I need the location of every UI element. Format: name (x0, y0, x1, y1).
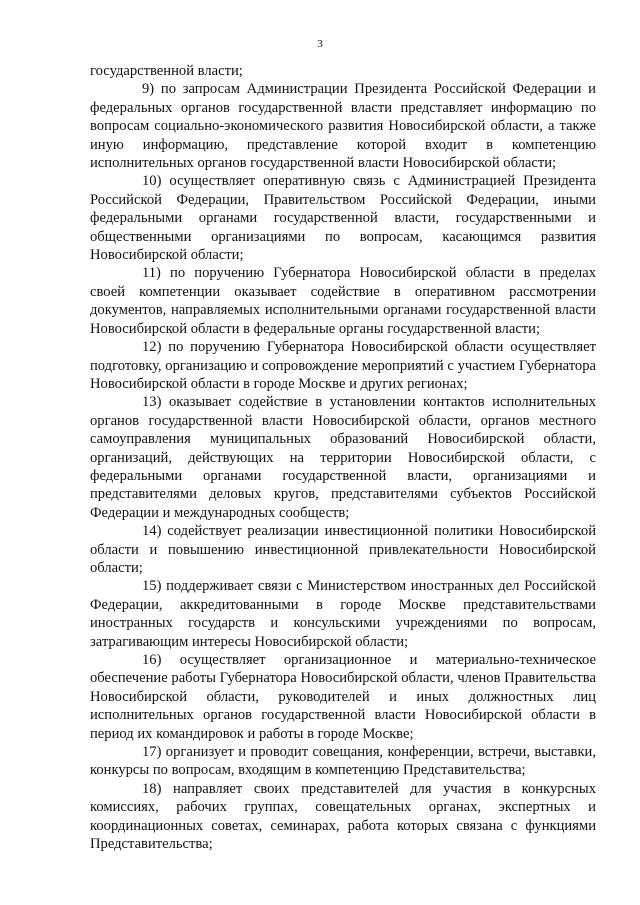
list-item-14: 14) содействует реализации инвестиционной политики Новосибирской области и повышению инвестиционной привлекательности Новосибирской области; (90, 523, 596, 576)
list-item-9: 9) по запросам Администрации Президента Российской Федерации и федеральных органов государственной власти представляет информацию по вопросам социально-экономического развития Новосибирской области, а также иную информацию, представление которой входит в компетенцию исполнительных органов государственной власти Новосибирской области; (90, 81, 596, 172)
paragraph-continuation: государственной власти; (90, 63, 243, 79)
list-item-11: 11) по поручению Губернатора Новосибирской области в пределах своей компетенции оказывает содействие в оперативном рассмотрении документов, направляемых исполнительными органами государственной власти Новосибирской области в федеральные органы государственной власти; (90, 265, 596, 337)
list-item-18: 18) направляет своих представителей для участия в конкурсных комиссиях, рабочих группах, совещательных органах, экспертных и координационных советах, семинарах, работа которых связана с функциями Представительства; (90, 780, 596, 853)
list-item-16: 16) осуществляет организационное и материально-техническое обеспечение работы Губернатора Новосибирской области, членов Правительства Новосибирской области, руководителей и иных должностных лиц исполнительных органов государственной власти Новосибирской области в период их командировок и работы в городе Москве; (90, 652, 596, 742)
list-item-17: 17) организует и проводит совещания, конференции, встречи, выставки, конкурсы по вопросам, входящим в компетенцию Представительства; (90, 744, 596, 779)
list-item-15: 15) поддерживает связи с Министерством иностранных дел Российской Федерации, аккредитованными в городе Москве представительствами иностранных государств и консульскими учреждениями по вопросам, затрагивающим интересы Новосибирской области; (90, 578, 596, 650)
list-item-12: 12) по поручению Губернатора Новосибирской области осуществляет подготовку, организацию и сопровождение мероприятий с участием Губернатора Новосибирской области в городе Москве и других регионах; (90, 339, 596, 392)
list-item-13: 13) оказывает содействие в установлении контактов исполнительных органов государственной власти Новосибирской области, органов местного самоуправления муниципальных образований Новосибирской области, организаций, действующих на территории Новосибирской области, с федеральными органами государственной власти, организациями и представителями деловых кругов, представителями субъектов Российской Федерации и международных сообществ; (90, 394, 596, 521)
page-number: 3 (317, 38, 323, 50)
list-item-10: 10) осуществляет оперативную связь с Администрацией Президента Российской Федерации, Правительством Российской Федерации, иными федеральными органами государственной власти, государственными и общественными организациями по вопросам, касающимся развития Новосибирской области; (90, 173, 596, 264)
document-body (90, 62, 596, 853)
